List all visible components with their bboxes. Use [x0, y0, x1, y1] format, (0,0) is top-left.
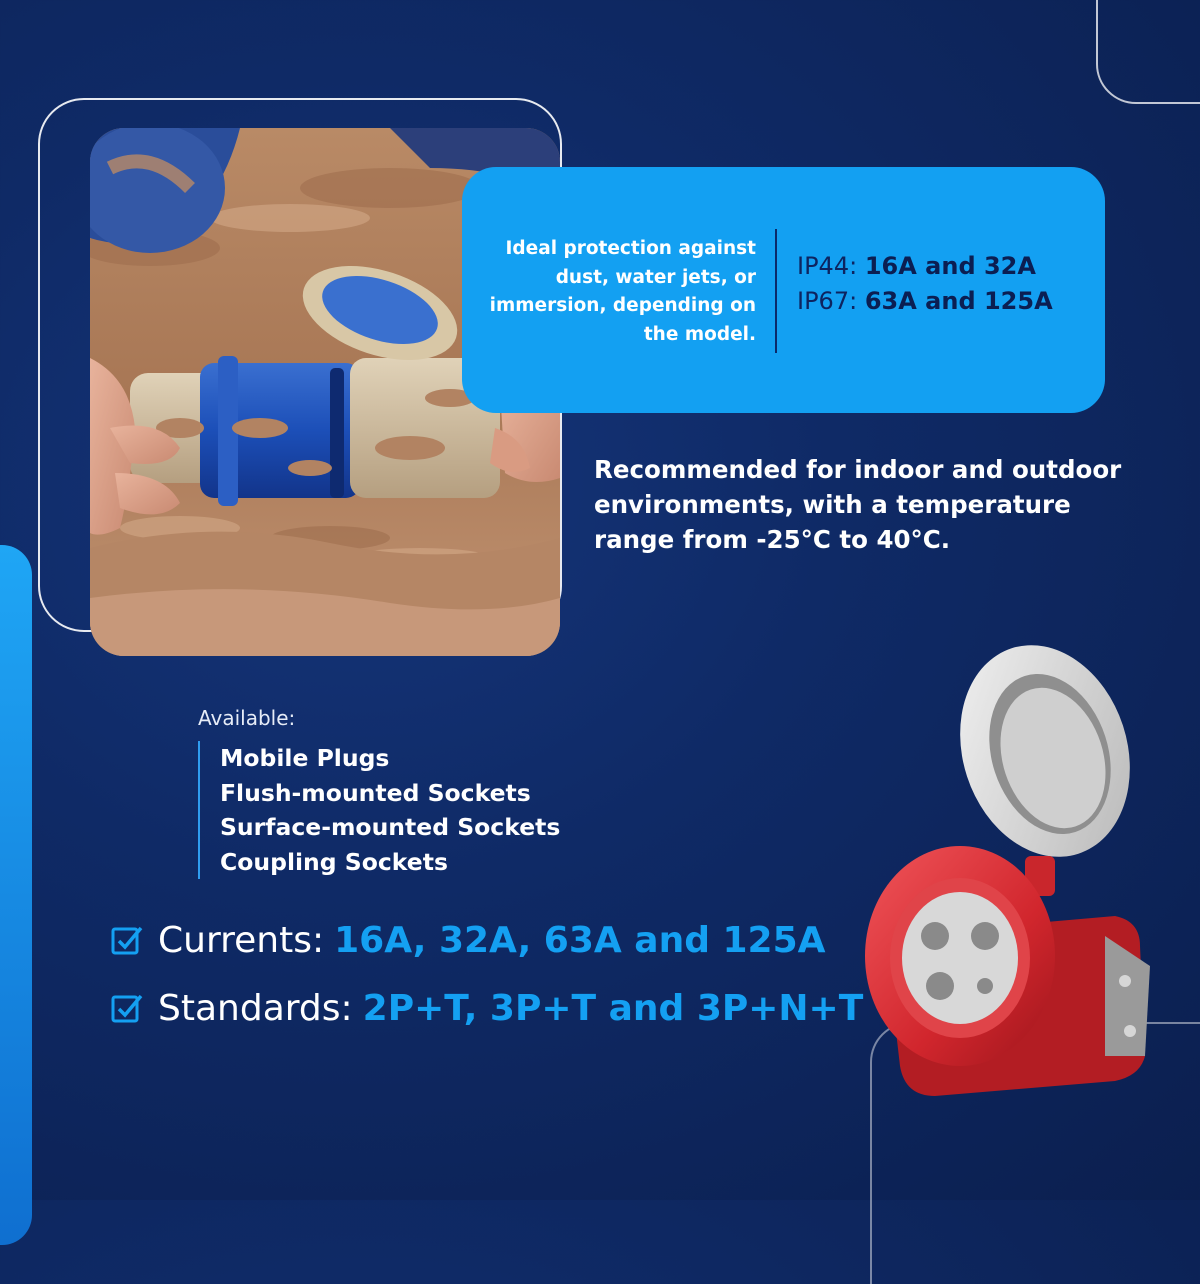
decorative-corner-frame	[1096, 0, 1200, 104]
ip-rating-row	[797, 249, 1053, 284]
decorative-left-bar	[0, 545, 32, 1245]
spec-currents	[110, 920, 826, 961]
available-label: Available:	[198, 706, 296, 730]
spec-label: Currents:	[158, 920, 325, 961]
ip-rating-value: 63A and 125A	[864, 287, 1053, 315]
spec-standards	[110, 988, 863, 1029]
ip-rating-value: 16A and 32A	[864, 252, 1036, 280]
available-list	[198, 741, 560, 879]
list-item: Mobile Plugs	[220, 744, 390, 772]
ip-rating-label: IP67:	[797, 287, 858, 315]
spec-value: 16A, 32A, 63A and 125A	[334, 920, 826, 961]
checkbox-icon	[110, 924, 144, 958]
spec-label: Standards:	[158, 988, 353, 1029]
list-item: Flush-mounted Sockets	[220, 778, 531, 807]
ip-rating-label: IP44:	[797, 252, 858, 280]
red-industrial-socket-image	[855, 636, 1165, 1106]
protection-info-card	[462, 167, 1105, 413]
spec-value: 2P+T, 3P+T and 3P+N+T	[362, 988, 864, 1029]
card-divider	[775, 229, 777, 353]
checkbox-icon	[110, 992, 144, 1026]
list-item: Surface-mounted Sockets	[220, 813, 561, 841]
environment-text: Recommended for indoor and outdoor environments, with a temperature range from -25°C to 40°C.	[594, 455, 1122, 554]
protection-description: Ideal protection against dust, water jets, or immersion, depending on the model.	[489, 238, 756, 345]
list-item: Coupling Sockets	[220, 847, 448, 876]
ip-ratings	[797, 249, 1053, 319]
ip-rating-row	[797, 284, 1053, 319]
